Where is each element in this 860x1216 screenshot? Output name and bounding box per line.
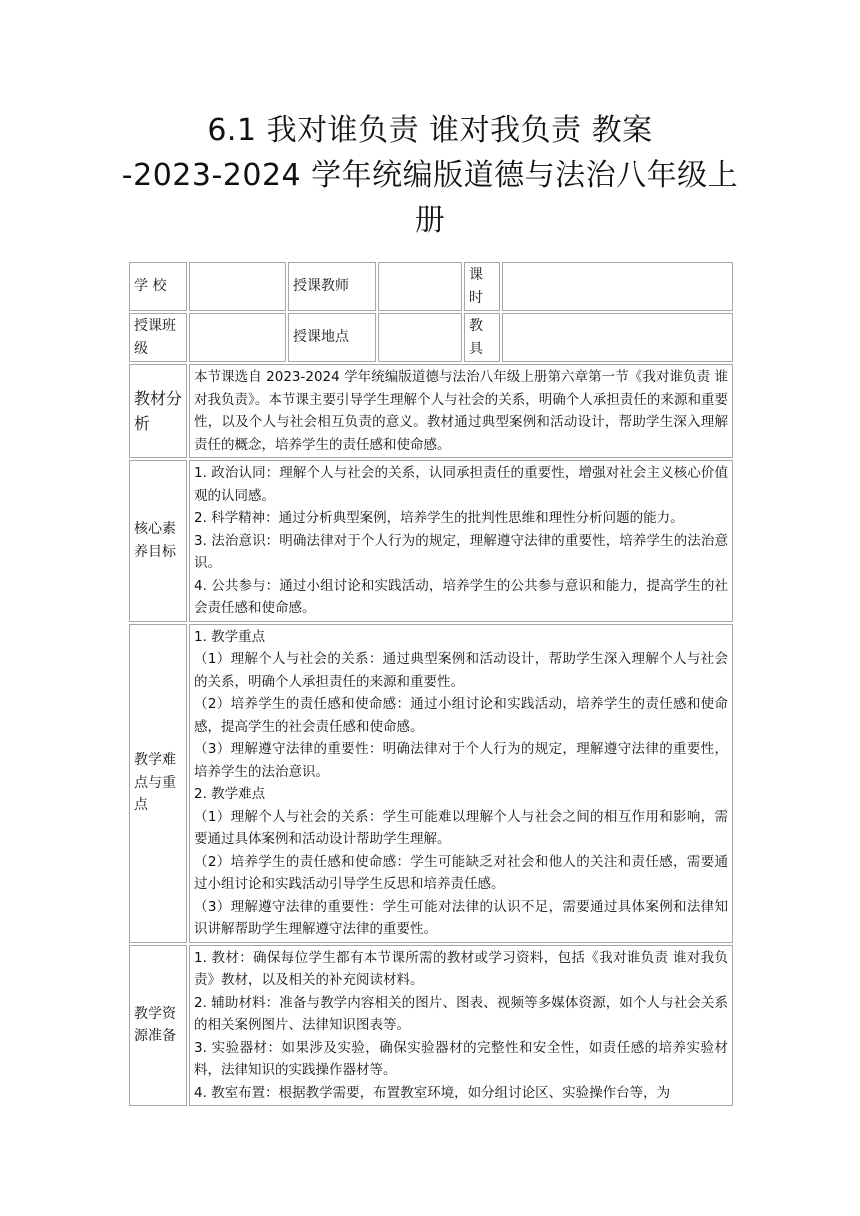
resources-content [189,945,733,1107]
resources-item: 2. 辅助材料：准备与教学内容相关的图片、图表、视频等多媒体资源，如个人与社会关系的相关案例图片、法律知识图表等。 [194,994,728,1033]
title-line-3: 册 [414,203,446,238]
core-item: 1. 政治认同：理解个人与社会的关系，认同承担责任的重要性，增强对社会主义核心价值观的认同感。 [194,465,728,504]
keypoints-content [189,624,733,943]
tools-label: 教具 [464,313,500,362]
place-value [378,313,462,362]
core-item: 3. 法治意识：明确法律对于个人行为的规定，理解遵守法律的重要性，培养学生的法治意识。 [194,532,728,571]
hours-label: 课时 [464,262,500,311]
keypoints-item: 2. 教学难点 [194,786,266,802]
resources-item: 1. 教材：确保每位学生都有本节课所需的教材或学习资料，包括《我对谁负责 谁对我负责》教材，以及相关的补充阅读材料。 [194,949,728,988]
analysis-row [129,364,733,458]
keypoints-label: 教学难点与重点 [129,624,187,943]
school-label: 学 校 [129,262,187,311]
core-item: 2. 科学精神：通过分析典型案例，培养学生的批判性思维和理性分析问题的能力。 [194,510,684,526]
keypoints-item: （2）培养学生的责任感和使命感：通过小组讨论和实践活动，培养学生的责任感和使命感，提高学生的社会责任感和使命感。 [194,696,728,735]
school-value [189,262,286,311]
keypoints-item: （1）理解个人与社会的关系：学生可能难以理解个人与社会之间的相互作用和影响，需要通过具体案例和活动设计帮助学生理解。 [194,808,728,847]
keypoints-row [129,624,733,943]
core-row [129,460,733,622]
core-label: 核心素养目标 [129,460,187,622]
tools-value [502,313,733,362]
keypoints-item: （3）理解遵守法律的重要性：明确法律对于个人行为的规定，理解遵守法律的重要性，培养学生的法治意识。 [194,741,728,780]
info-row-2 [129,313,733,362]
resources-item: 3. 实验器材：如果涉及实验，确保实验器材的完整性和安全性，如责任感的培养实验材料，法律知识的实践操作器材等。 [194,1039,728,1078]
analysis-text: 本节课选自 2023-2024 学年统编版道德与法治八年级上册第六章第一节《我对谁负责 谁对我负责》。本节课主要引导学生理解个人与社会的关系，明确个人承担责任的来源和重要性，以及个人与社会相互负责的意义。教材通过典型案例和活动设计，帮助学生深入理解责任的概念，培养学生的责任感和使命感。 [189,364,733,458]
resources-label: 教学资源准备 [129,945,187,1107]
keypoints-item: 1. 教学重点 [194,628,266,645]
keypoints-item: （1）理解个人与社会的关系：通过典型案例和活动设计，帮助学生深入理解个人与社会的关系，明确个人承担责任的来源和重要性。 [194,651,728,690]
title-line-1: 6.1 我对谁负责 谁对我负责 教案 [207,113,653,148]
keypoints-item: （2）培养学生的责任感和使命感：学生可能缺乏对社会和他人的关注和责任感，需要通过小组讨论和实践活动引导学生反思和培养责任感。 [194,853,728,892]
keypoints-item: （3）理解遵守法律的重要性：学生可能对法律的认识不足，需要通过具体案例和法律知识讲解帮助学生理解遵守法律的重要性。 [194,898,728,937]
hours-value [502,262,733,311]
document-title [100,108,760,243]
core-content [189,460,733,622]
class-label: 授课班级 [129,313,187,362]
place-label: 授课地点 [288,313,376,362]
resources-row [129,945,733,1107]
class-value [189,313,286,362]
core-item: 4. 公共参与：通过小组讨论和实践活动，培养学生的公共参与意识和能力，提高学生的社会责任感和使命感。 [194,577,728,616]
lesson-plan-table [127,260,735,1108]
title-line-2: -2023-2024 学年统编版道德与法治八年级上 [121,158,739,193]
teacher-label: 授课教师 [288,262,376,311]
analysis-label: 教材分析 [129,364,187,458]
teacher-value [378,262,462,311]
info-row-1 [129,262,733,311]
resources-item: 4. 教室布置：根据教学需要，布置教室环境，如分组讨论区、实验操作台等，为 [194,1084,671,1101]
